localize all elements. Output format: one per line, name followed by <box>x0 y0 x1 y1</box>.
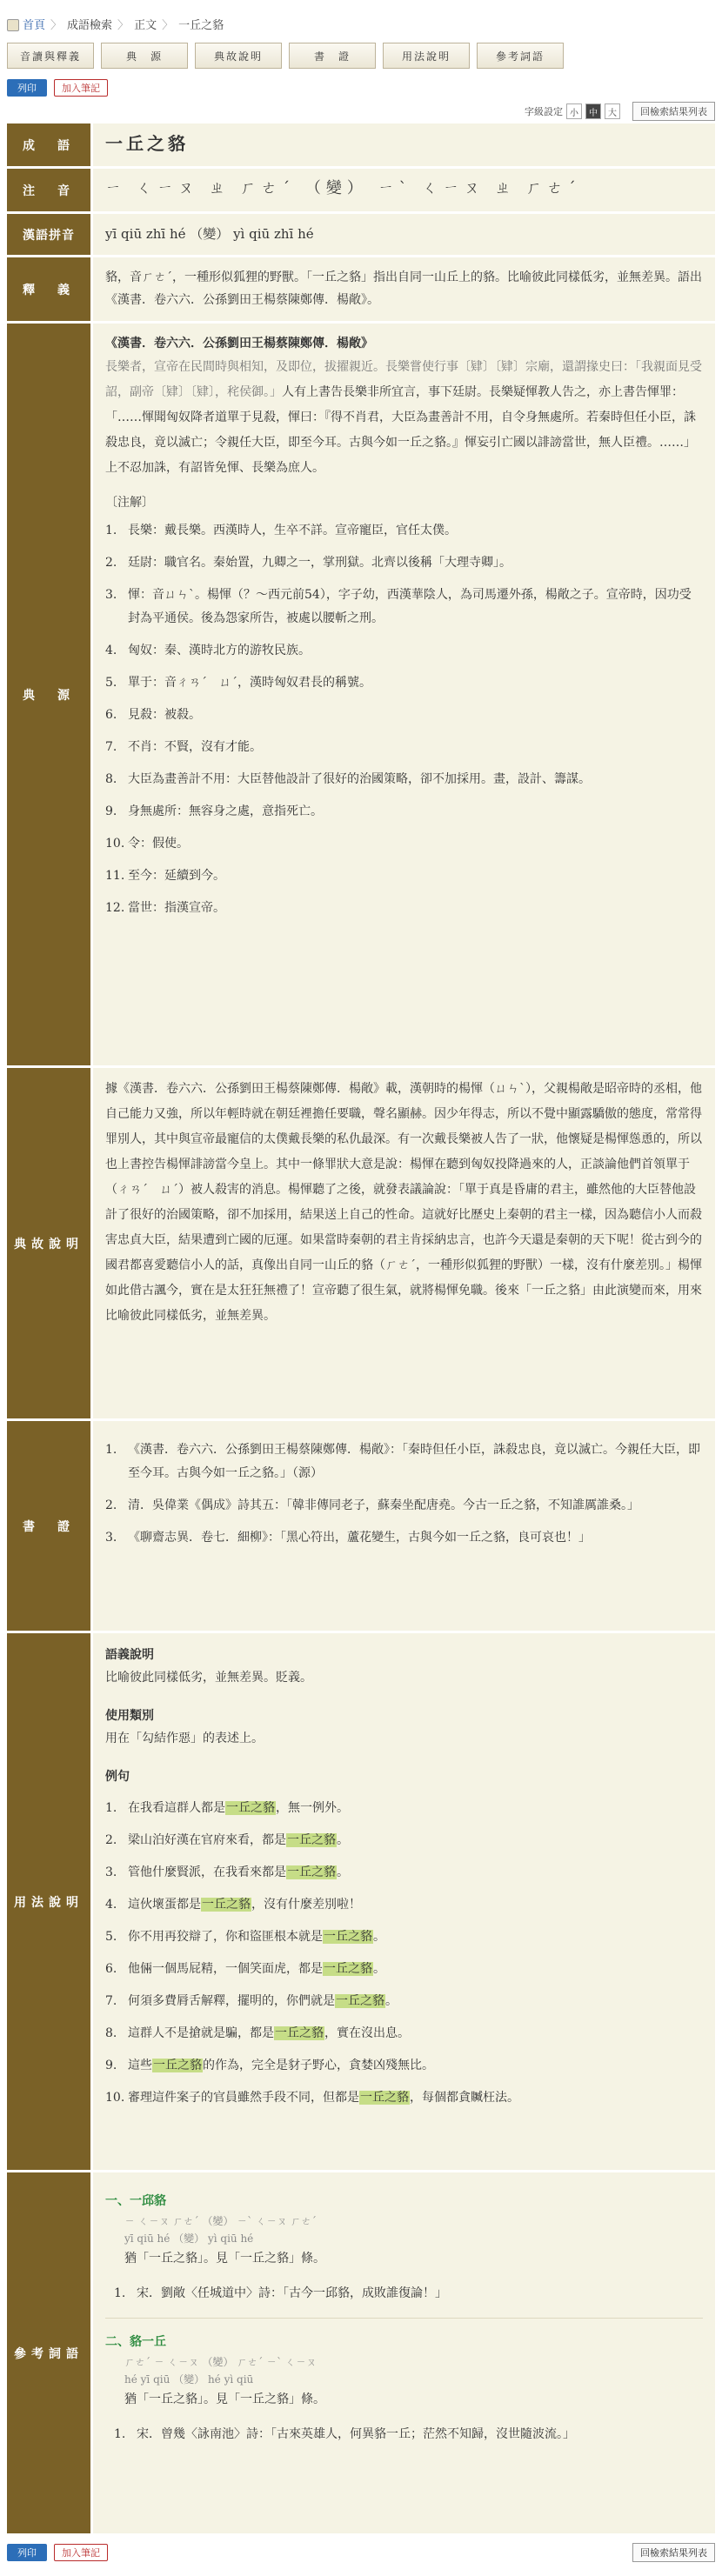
breadcrumb-current: 正文 <box>134 18 157 32</box>
list-text: 《聊齋志異．卷七．細柳》：「黑心符出，蘆花變生，古與今如一丘之貉，良可哀也！」 <box>128 1531 591 1545</box>
list-item <box>105 1438 703 1485</box>
list-number: 12. <box>105 901 125 915</box>
list-text: 身無處所：無容身之處，意指死亡。 <box>128 804 323 818</box>
highlighted-idiom: 一丘之貉 <box>153 2059 202 2072</box>
list-number: 8. <box>105 772 117 786</box>
example-fragment: 他倆一個馬屁精，一個笑面虎，都是 <box>128 1962 323 1976</box>
list-text: 《漢書．卷六六．公孫劉田王楊蔡陳鄭傳．楊敞》：「秦時但任小臣，誅殺忠良，竟以滅亡。今親任大臣，即至今耳。古與今如一丘之貉。」（源） <box>128 1443 700 1480</box>
list-number: 2. <box>105 556 117 570</box>
list-text: 廷尉：職官名。秦始置，九卿之一，掌刑獄。北齊以後稱「大理寺卿」。 <box>128 556 511 570</box>
add-note-button[interactable]: 加入筆記 <box>54 79 108 97</box>
list-item <box>105 736 703 759</box>
reference-see-also: 猶「一丘之貉」。見「一丘之貉」條。 <box>124 2392 325 2406</box>
example-fragment: 這群人不是搶就是騙，都是 <box>128 2026 274 2040</box>
zhuyin-label: 注 音 <box>7 169 90 211</box>
highlighted-idiom: 一丘之貉 <box>287 1833 336 1847</box>
list-item <box>105 800 703 824</box>
meaning-label: 釋 義 <box>7 257 90 321</box>
example-text <box>128 2086 519 2110</box>
source-text-main: 人有上書告長樂非所宜言，事下廷尉。長樂疑惲教人告之，亦上書告惲罪：「……惲聞匈奴降者道單于見殺，惲曰：『得不肖君，大臣為畫善計不用，自令身無處所。若秦時但任小臣，誅殺忠良，竟以滅亡；令親任大臣，即至今耳。古與今如一丘之貉。』惲妄引亡國以誹謗當世，無人臣禮。……」上不忍加誅，有詔皆免惲、長樂為庶人。 <box>105 385 696 475</box>
reference-heading <box>105 2190 703 2212</box>
story-text: 據《漢書．卷六六．公孫劉田王楊蔡陳鄭傳．楊敞》載，漢朝時的楊惲（ㄩㄣˋ），父親楊敞是昭帝時的丞相，他自己能力又強，所以年輕時就在朝廷裡擔任要職，聲名顯赫。因少年得志，所以不覺中顯露驕傲的態度，常常得罪別人，其中與宣帝最寵信的太僕戴長樂的私仇最深。有一次戴長樂被人告了一狀，他懷疑是楊惲慫恿的，所以也上書控告楊惲誹謗當今皇上。其中一條罪狀大意是說：楊惲在聽到匈奴投降過來的人，正談論他們首領單于（ㄔㄢˊ ㄩˊ）被人殺害的消息。楊惲聽了之後，就發表議論說：「單于真是昏庸的君主，雖然他的大臣替他設計了很好的治國策略，卻不加採用，結果送上自己的性命。這就好比歷史上秦朝的君主一樣，因為聽信小人而殺害忠貞大臣，結果遭到亡國的厄運。如果當時秦朝的君主肯採納忠言，也許今天還是秦朝的天下呢！從古到今的國君都喜愛聽信小人的話，真像出自同一山丘的貉（ㄏㄜˊ，一種形似狐狸的野獸）一樣，沒有什麼差別。」楊惲如此借古諷今，實在是太狂狂無禮了！宣帝聽了很生氣，就將楊惲免職。後來「一丘之貉」由此演變而來，用來比喻彼此同樣低劣，並無差異。 <box>93 1068 715 1418</box>
notes-title: 〔注解〕 <box>105 496 154 510</box>
list-number: 4. <box>105 644 117 657</box>
list-number: 1. <box>105 1801 117 1815</box>
example-fragment: 。 <box>373 1930 385 1944</box>
list-number: 3. <box>105 1865 117 1879</box>
tab-references[interactable]: 參考詞語 <box>477 43 564 69</box>
example-item <box>105 2086 703 2110</box>
list-number: 8. <box>105 2026 117 2040</box>
section-tabs <box>7 38 715 73</box>
usage-meaning-text: 比喻彼此同樣低劣，並無差異。貶義。 <box>105 1671 312 1685</box>
highlighted-idiom: 一丘之貉 <box>287 1865 336 1879</box>
reference-number: 二、 <box>105 2335 130 2349</box>
example-fragment: ，沒有什麼差別啦！ <box>251 1898 361 1912</box>
back-to-results-button-bottom[interactable]: 回檢索結果列表 <box>632 2543 715 2562</box>
list-number: 5. <box>105 676 117 690</box>
list-number: 11. <box>105 869 125 883</box>
source-text-gray: 長樂者，宣帝在民間時與相知，及即位，拔擢親近。長樂嘗使行事〔肄〕〔肄〕宗廟，還謂掾史曰：「我親面見受詔，副帝〔肄〕〔肄〕，秺侯御。」 <box>105 360 702 399</box>
example-fragment: 。 <box>337 1865 349 1879</box>
reference-word-link[interactable]: 一邱貉 <box>130 2194 166 2208</box>
breadcrumb: 首頁 〉 成語檢索 〉 正文 〉 一丘之貉 <box>7 9 715 38</box>
usage-meaning-heading: 語義說明 <box>105 1648 154 1662</box>
pinyin-value: yī qiū zhī hé （變） yì qiū zhī hé <box>93 214 715 255</box>
reference-quotes <box>114 2282 703 2306</box>
list-number: 10. <box>105 837 125 851</box>
font-size-small[interactable]: 小 <box>566 103 582 119</box>
list-number: 1. <box>114 2286 126 2300</box>
references-list <box>93 2172 715 2533</box>
list-number: 10. <box>105 2091 125 2105</box>
example-text <box>128 1861 349 1885</box>
list-number: 2. <box>105 1498 117 1512</box>
reference-pinyin: yī qiū hé （變） yì qiū hé <box>124 2232 254 2245</box>
example-item <box>105 1829 703 1852</box>
list-text: 單于：音ㄔㄢˊ ㄩˊ，漢時匈奴君長的稱號。 <box>128 676 371 690</box>
pinyin-label: 漢語拼音 <box>7 214 90 255</box>
tab-story[interactable]: 典故說明 <box>195 43 282 69</box>
list-text: 清．吳偉業《偶成》詩其五：「韓非傳同老子，蘇秦坐配唐堯。今古一丘之貉，不知誰厲誰桑。」 <box>128 1498 639 1512</box>
usage-category-heading: 使用類別 <box>105 1709 154 1723</box>
breadcrumb-home-link[interactable]: 首頁 <box>23 18 46 32</box>
font-size-medium[interactable]: 中 <box>585 103 601 119</box>
list-number: 2. <box>105 1833 117 1847</box>
tab-proof[interactable]: 書 證 <box>289 43 376 69</box>
list-item <box>105 639 703 663</box>
highlighted-idiom: 一丘之貉 <box>336 1994 384 2008</box>
example-fragment: 。 <box>337 1833 349 1847</box>
story-label: 典故說明 <box>7 1068 90 1418</box>
font-size-large[interactable]: 大 <box>605 103 620 119</box>
list-item <box>105 519 703 543</box>
notes-list <box>105 519 703 920</box>
list-item <box>105 671 703 695</box>
examples-list <box>105 1797 703 2110</box>
list-item <box>105 704 703 727</box>
list-number: 1. <box>105 524 117 537</box>
example-fragment: 在我看這群人都是 <box>128 1801 225 1815</box>
usage-category-text: 用在「勾結作惡」的表述上。 <box>105 1732 264 1745</box>
idiom-title: 一丘之貉 <box>93 123 715 166</box>
list-number: 1. <box>105 1443 117 1457</box>
example-fragment: 梁山泊好漢在官府來看，都是 <box>128 1833 286 1847</box>
example-fragment: 。 <box>373 1962 385 1976</box>
examples-heading: 例句 <box>105 1770 130 1784</box>
list-number: 6. <box>105 708 117 722</box>
list-text: 惲：音ㄩㄣˋ。楊惲（？～西元前54），字子幼，西漢華陰人，為司馬遷外孫，楊敞之子。宣帝時，因功受封為平通侯。後為怨家所告，被處以腰斬之刑。 <box>128 588 692 625</box>
reference-pinyin: hé yī qiū （變） hé yì qiū <box>124 2373 254 2386</box>
example-item <box>105 2054 703 2078</box>
back-to-results-button[interactable]: 回檢索結果列表 <box>632 102 715 121</box>
quote-text: 宋．劉敞〈任城道中〉詩：「古今一邱貉，成敗誰復論！」 <box>137 2286 447 2300</box>
usage-label: 用法說明 <box>7 1633 90 2170</box>
reference-quotes <box>114 2423 703 2446</box>
example-text <box>128 2022 410 2045</box>
highlighted-idiom: 一丘之貉 <box>324 1962 372 1976</box>
reference-number: 一、 <box>105 2194 130 2208</box>
highlighted-idiom: 一丘之貉 <box>202 1898 251 1912</box>
tab-pronunciation[interactable]: 音讀與釋義 <box>7 43 94 69</box>
list-number: 5. <box>105 1930 117 1944</box>
example-item <box>105 1893 703 1917</box>
list-item <box>105 832 703 856</box>
reference-see-also: 猶「一丘之貉」。見「一丘之貉」條。 <box>124 2252 325 2266</box>
source-label: 典 源 <box>7 324 90 1065</box>
highlighted-idiom: 一丘之貉 <box>324 1930 372 1944</box>
zhuyin-value: ㄧ ㄑㄧㄡ ㄓ ㄏㄜˊ （變） ㄧˋ ㄑㄧㄡ ㄓ ㄏㄜˊ <box>93 169 715 211</box>
example-text <box>128 1829 349 1852</box>
list-text: 匈奴：秦、漢時北方的游牧民族。 <box>128 644 311 657</box>
list-number: 3. <box>105 588 117 602</box>
font-size-label: 字級設定 <box>525 106 563 117</box>
example-fragment: ，無一例外。 <box>276 1801 349 1815</box>
example-text <box>128 1925 385 1949</box>
list-item <box>105 864 703 888</box>
example-fragment: 管他什麼賢派，在我看來都是 <box>128 1865 286 1879</box>
list-text: 令：假使。 <box>128 837 189 851</box>
example-fragment: 這些 <box>128 2059 152 2072</box>
example-fragment: 何須多費脣舌解釋，擺明的，你們就是 <box>128 1994 335 2008</box>
list-text: 當世：指漢宣帝。 <box>128 901 225 915</box>
example-text <box>128 1990 398 2013</box>
example-text <box>128 1958 385 1981</box>
example-fragment: 你不用再狡辯了，你和盜匪根本就是 <box>128 1930 323 1944</box>
highlighted-idiom: 一丘之貉 <box>360 2091 409 2105</box>
example-fragment: ，每個都貪贓枉法。 <box>410 2091 519 2105</box>
references-label: 參考詞語 <box>7 2172 90 2533</box>
font-size-setting <box>7 99 715 123</box>
list-item <box>105 584 703 631</box>
example-text <box>128 1797 349 1820</box>
example-item <box>105 1958 703 1981</box>
idiom-label: 成 語 <box>7 123 90 166</box>
list-item <box>105 1526 703 1550</box>
list-item <box>105 897 703 920</box>
example-fragment: 。 <box>385 1994 398 2008</box>
tab-source[interactable]: 典 源 <box>101 43 188 69</box>
highlighted-idiom: 一丘之貉 <box>275 2026 324 2040</box>
example-text <box>128 2054 434 2078</box>
list-number: 7. <box>105 740 117 754</box>
example-fragment: 的作為，完全是豺子野心，貪婪凶殘無比。 <box>203 2059 434 2072</box>
list-text: 見殺：被殺。 <box>128 708 201 722</box>
tab-usage[interactable]: 用法說明 <box>383 43 470 69</box>
list-number: 3. <box>105 1531 117 1545</box>
separator <box>105 2318 703 2319</box>
list-number: 1. <box>114 2427 126 2441</box>
list-text: 長樂：戴長樂。西漢時人，生卒不詳。宣帝寵臣，官任太僕。 <box>128 524 457 537</box>
example-item <box>105 1925 703 1949</box>
example-item <box>105 1861 703 1885</box>
reference-zhuyin: ㄧ ㄑㄧㄡ ㄏㄜˊ （變） ㄧˋ ㄑㄧㄡ ㄏㄜˊ <box>124 2215 317 2227</box>
home-icon <box>7 19 19 31</box>
list-number: 7. <box>105 1994 117 2008</box>
add-note-button-bottom[interactable]: 加入筆記 <box>54 2544 108 2561</box>
proof-list <box>105 1438 703 1550</box>
example-fragment: ，實在沒出息。 <box>324 2026 410 2040</box>
breadcrumb-path: 成語檢索 <box>67 18 113 32</box>
reference-heading <box>105 2331 703 2353</box>
meaning-text: 貉，音ㄏㄜˊ，一種形似狐狸的野獸。「一丘之貉」指出自同一山丘上的貉。比喻彼此同樣低劣，並無差異。語出《漢書．卷六六．公孫劉田王楊蔡陳鄭傳．楊敞》。 <box>93 257 715 321</box>
example-text <box>128 1893 361 1917</box>
list-number: 9. <box>105 2059 117 2072</box>
list-number: 6. <box>105 1962 117 1976</box>
source-text <box>105 355 703 481</box>
reference-word-link[interactable]: 貉一丘 <box>130 2335 166 2349</box>
breadcrumb-item: 一丘之貉 <box>178 18 224 32</box>
example-fragment: 這伙壞蛋都是 <box>128 1898 201 1912</box>
list-item <box>114 2282 703 2306</box>
reference-zhuyin: ㄏㄜˊ ㄧ ㄑㄧㄡ （變） ㄏㄜˊ ㄧˋ ㄑㄧㄡ <box>124 2356 317 2368</box>
list-item <box>105 551 703 575</box>
list-number: 4. <box>105 1898 117 1912</box>
example-item <box>105 2022 703 2045</box>
list-item <box>105 1494 703 1518</box>
example-item <box>105 1797 703 1820</box>
print-button[interactable]: 列印 <box>7 79 47 97</box>
list-number: 9. <box>105 804 117 818</box>
example-item <box>105 1990 703 2013</box>
proof-label: 書 證 <box>7 1421 90 1631</box>
list-item <box>105 768 703 791</box>
list-text: 至今：延續到今。 <box>128 869 225 883</box>
highlighted-idiom: 一丘之貉 <box>226 1801 275 1815</box>
list-text: 不肖：不賢，沒有才能。 <box>128 740 262 754</box>
list-text: 大臣為畫善計不用：大臣替他設計了很好的治國策略，卻不加採用。畫，設計、籌謀。 <box>128 772 591 786</box>
print-button-bottom[interactable]: 列印 <box>7 2544 47 2561</box>
source-title: 《漢書．卷六六．公孫劉田王楊蔡陳鄭傳．楊敞》 <box>105 337 373 350</box>
list-item <box>114 2423 703 2446</box>
example-fragment: 審理這件案子的官員雖然手段不同，但都是 <box>128 2091 359 2105</box>
quote-text: 宋．曾幾〈詠南池〉詩：「古來英雄人，何異貉一丘；茫然不知歸，沒世隨波流。」 <box>137 2427 575 2441</box>
